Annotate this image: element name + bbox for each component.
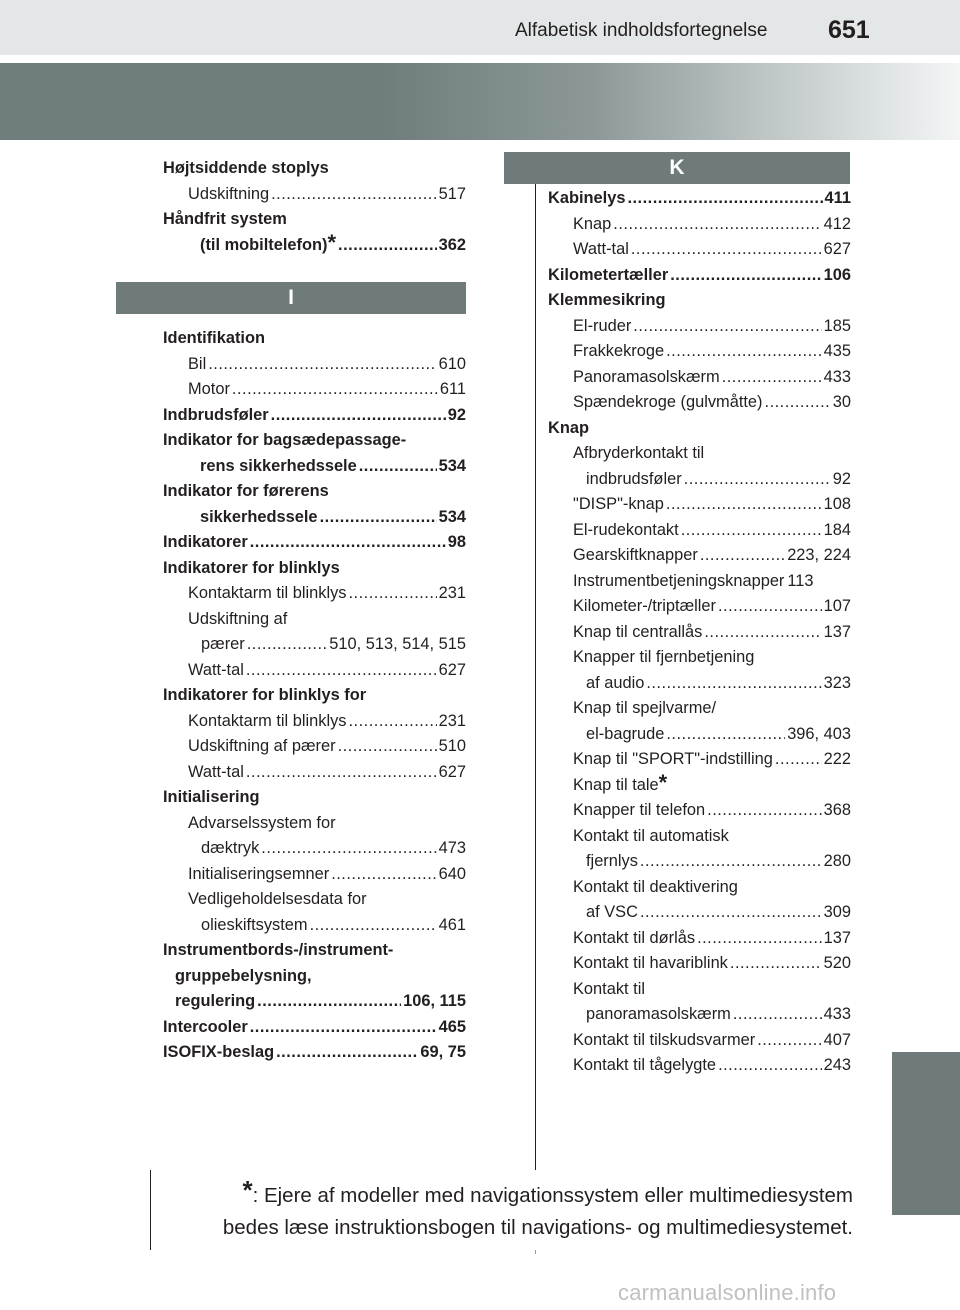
watermark: carmanualsonline.info (618, 1280, 837, 1305)
section-header-k: K (504, 152, 850, 184)
index-subentry: Vedligeholdelsesdata for (188, 890, 367, 908)
index-entry: Indikator for bagsædepassage- (163, 431, 407, 449)
index-subentry-continued: olieskiftsystem ..... 461 (163, 913, 466, 939)
footnote-line-2: bedes læse instruktionsbogen til navigations- og multimediesystemet. (222, 1216, 853, 1239)
index-subentry-continued: dæktryk ..... 473 (163, 836, 466, 862)
index-subentry: Initialiseringsemner ..... 640 (163, 862, 466, 888)
index-subentry: Kilometer-/triptæller ..... 107 (548, 594, 851, 620)
index-subentry: Knap til tale * (573, 769, 668, 795)
index-subentry: Udskiftning ..... 517 (163, 182, 466, 208)
index-subentry: Watt-tal ..... 627 (163, 760, 466, 786)
index-entry: Intercooler ..... 465 (163, 1015, 466, 1041)
index-entry: Højtsiddende stoplys (163, 159, 329, 177)
index-subentry: Knap til centrallås ..... 137 (548, 620, 851, 646)
index-subentry: "DISP"-knap ..... 108 (548, 492, 851, 518)
index-subentry: Spændekroge (gulvmåtte) ..... 30 (548, 390, 851, 416)
index-subentry: Udskiftning af (188, 609, 288, 628)
center-tick (535, 1250, 536, 1254)
index-entry-continued: gruppebelysning, (175, 966, 312, 985)
index-entry: Indbrudsføler ..... 92 (163, 403, 466, 429)
index-entry: Initialisering (163, 788, 260, 806)
index-subentry: Kontakt til dørlås ..... 137 (548, 926, 851, 952)
index-subentry: Watt-tal ..... 627 (548, 237, 851, 263)
footnote (150, 1175, 853, 1244)
index-entry-continued: (til mobiltelefon) * ..... 362 (163, 233, 466, 259)
index-subentry: Knap til "SPORT"-indstilling ..... 222 (548, 747, 851, 773)
index-subentry: Knap ..... 412 (548, 212, 851, 238)
index-subentry: Panoramasolskærm ..... 433 (548, 365, 851, 391)
index-entry: Kabinelys ..... 411 (548, 186, 851, 212)
index-thumb-tab (892, 1052, 960, 1215)
index-subentry: Motor ..... 611 (163, 377, 466, 403)
index-subentry-continued: panoramasolskærm ..... 433 (548, 1002, 851, 1028)
index-entry: Indikator for førerens (163, 482, 329, 500)
index-subentry-continued: fjernlys ..... 280 (548, 849, 851, 875)
index-subentry: Watt-tal ..... 627 (163, 658, 466, 684)
header-title: Alfabetisk indholdsfortegnelse (515, 20, 768, 41)
index-subentry: Kontakt til tågelygte ..... 243 (548, 1053, 851, 1079)
index-subentry: El-rudekontakt ..... 184 (548, 518, 851, 544)
index-subentry: Kontakt til deaktivering (573, 877, 738, 896)
index-entry: Klemmesikring (548, 291, 666, 309)
column-divider (535, 152, 536, 1170)
index-entry: Identifikation (163, 329, 265, 347)
index-subentry-continued: indbrudsføler ..... 92 (548, 467, 851, 493)
index-subentry-continued: af audio ..... 323 (548, 671, 851, 697)
index-entry: Indikatorer for blinklys (163, 558, 340, 577)
index-subentry: Frakkekroge ..... 435 (548, 339, 851, 365)
index-entry-continued: regulering ..... 106, 115 (163, 989, 466, 1015)
index-subentry: Afbryderkontakt til (573, 444, 705, 462)
index-subentry-continued: af VSC ..... 309 (548, 900, 851, 926)
footnote-star: * (242, 1175, 253, 1205)
index-entry: Indikatorer for blinklys for (163, 686, 367, 704)
index-subentry: Kontaktarm til blinklys ..... 231 (163, 709, 466, 735)
index-subentry: Gearskiftknapper ..... 223, 224 (548, 543, 851, 569)
footnote-line-1: *: Ejere af modeller med navigationssystem eller multimediesystem (242, 1175, 853, 1207)
index-subentry: Bil ..... 610 (163, 352, 466, 378)
index-subentry: Udskiftning af pærer ..... 510 (163, 734, 466, 760)
index-entry: Håndfrit system (163, 210, 287, 228)
index-entry: Indikatorer ..... 98 (163, 530, 466, 556)
index-subentry-continued: el-bagrude ..... 396, 403 (548, 722, 851, 748)
index-subentry: Instrumentbetjeningsknapper 113 (573, 571, 814, 590)
index-entry: Kilometertæller ..... 106 (548, 263, 851, 289)
index-subentry: Kontakt til automatisk (573, 826, 729, 845)
index-subentry-continued: pærer ..... 510, 513, 514, 515 (163, 632, 466, 658)
left-column (163, 156, 466, 1066)
index-entry: Instrumentbords-/instrument- (163, 941, 394, 959)
header-bar (0, 0, 960, 55)
header-band (0, 63, 960, 140)
index-entry: ISOFIX-beslag ..... 69, 75 (163, 1040, 466, 1066)
index-subentry: Knapper til telefon ..... 368 (548, 798, 851, 824)
section-header-i: I (116, 282, 466, 314)
page-number: 651 (828, 16, 870, 44)
index-subentry: Kontaktarm til blinklys ..... 231 (163, 581, 466, 607)
right-column (548, 156, 851, 1079)
index-subentry: Knap til spejlvarme/ (573, 699, 717, 717)
index-subentry: Advarselssystem for (188, 813, 336, 832)
index-entry: Knap (548, 418, 589, 437)
index-entry-continued: sikkerhedssele ..... 534 (163, 505, 466, 531)
index-entry-continued: rens sikkerhedssele ..... 534 (163, 454, 466, 480)
index-subentry: Kontakt til havariblink ..... 520 (548, 951, 851, 977)
index-subentry: Kontakt til (573, 979, 645, 998)
index-subentry: Knapper til fjernbetjening (573, 648, 755, 666)
index-subentry: El-ruder ..... 185 (548, 314, 851, 340)
index-subentry: Kontakt til tilskudsvarmer ..... 407 (548, 1028, 851, 1054)
